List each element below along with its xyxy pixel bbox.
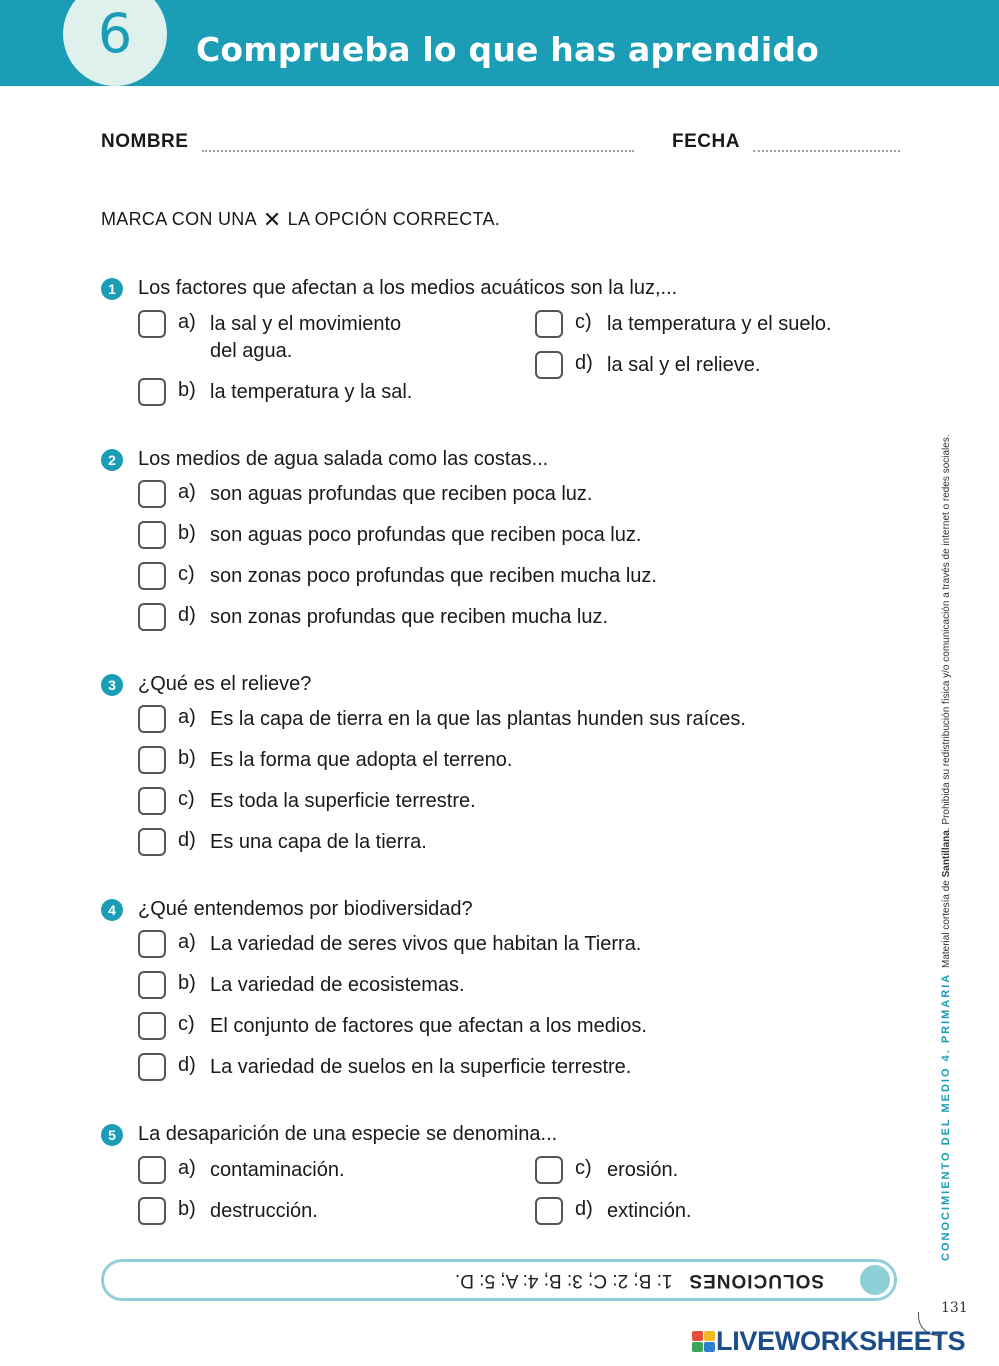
answer-checkbox[interactable]	[138, 480, 166, 508]
option-text: La variedad de ecosistemas.	[210, 974, 465, 996]
option-letter: d)	[178, 1054, 196, 1076]
option-3c[interactable]	[138, 787, 858, 817]
option-text: son zonas poco profundas que reciben mucha luz.	[210, 565, 657, 587]
option-5d[interactable]	[535, 1197, 895, 1227]
page-title: Comprueba lo que has aprendido	[196, 30, 820, 69]
option-3a[interactable]	[138, 705, 858, 735]
answer-checkbox[interactable]	[138, 1197, 166, 1225]
option-letter: d)	[178, 604, 196, 626]
answer-checkbox[interactable]	[535, 1197, 563, 1225]
header-banner	[0, 0, 999, 86]
name-field[interactable]	[202, 150, 634, 152]
answer-checkbox[interactable]	[138, 971, 166, 999]
option-text: Es toda la superficie terrestre.	[210, 790, 476, 812]
copyright-notice	[941, 434, 952, 968]
option-letter: a)	[178, 481, 196, 503]
option-letter: b)	[178, 1198, 196, 1220]
option-4a[interactable]	[138, 930, 858, 960]
copyright-prefix: Material cortesía de	[941, 877, 952, 968]
answer-checkbox[interactable]	[138, 828, 166, 856]
copyright-suffix: . Prohibida su redistribución física y/o comunicación a través de internet o redes sociales.	[941, 434, 952, 831]
option-4d[interactable]	[138, 1053, 858, 1083]
option-text: La variedad de suelos en la superficie terrestre.	[210, 1056, 632, 1078]
answer-checkbox[interactable]	[138, 746, 166, 774]
question-text: ¿Qué entendemos por biodiversidad?	[138, 898, 473, 920]
solutions-answers: 1: B; 2: C; 3: B; 4: A; 5: D.	[454, 1270, 673, 1291]
answer-checkbox[interactable]	[535, 310, 563, 338]
option-4c[interactable]	[138, 1012, 858, 1042]
option-letter: a)	[178, 1157, 196, 1179]
option-2a[interactable]	[138, 480, 838, 510]
option-letter: c)	[178, 788, 195, 810]
option-text: erosión.	[607, 1159, 679, 1181]
solutions-dot-icon	[860, 1265, 890, 1295]
answer-checkbox[interactable]	[138, 521, 166, 549]
answer-checkbox[interactable]	[138, 930, 166, 958]
solutions-bar	[101, 1259, 897, 1301]
instruction-before: MARCA CON UNA	[101, 209, 257, 229]
question-number: 4	[101, 899, 123, 921]
option-letter: b)	[178, 972, 196, 994]
option-2b[interactable]	[138, 521, 838, 551]
answer-checkbox[interactable]	[138, 1053, 166, 1081]
question-text: ¿Qué es el relieve?	[138, 673, 312, 695]
question-number: 5	[101, 1124, 123, 1146]
option-text: extinción.	[607, 1200, 692, 1222]
option-letter: c)	[178, 1013, 195, 1035]
option-text: la temperatura y el suelo.	[607, 313, 832, 335]
answer-checkbox[interactable]	[138, 705, 166, 733]
solutions-text	[455, 1269, 842, 1291]
option-letter: a)	[178, 311, 196, 333]
option-1a[interactable]	[138, 310, 518, 362]
unit-number: 6	[63, 0, 167, 86]
option-letter: a)	[178, 706, 196, 728]
option-letter: c)	[178, 563, 195, 585]
option-text: la sal y el movimiento	[210, 313, 402, 335]
option-letter: d)	[178, 829, 196, 851]
answer-checkbox[interactable]	[138, 1156, 166, 1184]
question-text: La desaparición de una especie se denomina...	[138, 1123, 558, 1145]
option-text: son aguas profundas que reciben poca luz.	[210, 483, 593, 505]
option-text: Es la forma que adopta el terreno.	[210, 749, 513, 771]
x-mark-icon: ✕	[262, 207, 282, 232]
option-letter: c)	[575, 1157, 592, 1179]
date-field[interactable]	[753, 150, 900, 152]
option-text: la sal y el relieve.	[607, 354, 761, 376]
answer-checkbox[interactable]	[138, 562, 166, 590]
option-letter: b)	[178, 379, 196, 401]
option-5a[interactable]	[138, 1156, 518, 1186]
option-text: la temperatura y la sal.	[210, 381, 413, 403]
liveworksheets-wordmark: LIVEWORKSHEETS	[716, 1326, 966, 1356]
name-label: NOMBRE	[101, 131, 189, 152]
option-5b[interactable]	[138, 1197, 518, 1227]
option-3b[interactable]	[138, 746, 858, 776]
option-3d[interactable]	[138, 828, 858, 858]
question-number: 1	[101, 278, 123, 300]
question-number: 3	[101, 674, 123, 696]
option-text: El conjunto de factores que afectan a los medios.	[210, 1015, 647, 1037]
answer-checkbox[interactable]	[138, 603, 166, 631]
option-text: son zonas profundas que reciben mucha luz.	[210, 606, 609, 628]
question-text: Los factores que afectan a los medios acuáticos son la luz,...	[138, 277, 678, 299]
option-text-line2: del agua.	[210, 340, 293, 362]
option-letter: b)	[178, 522, 196, 544]
date-label: FECHA	[672, 131, 740, 152]
answer-checkbox[interactable]	[535, 351, 563, 379]
option-letter: d)	[575, 1198, 593, 1220]
instruction	[101, 207, 500, 233]
question-text: Los medios de agua salada como las costas...	[138, 448, 549, 470]
option-letter: b)	[178, 747, 196, 769]
cubes-icon	[692, 1331, 716, 1353]
answer-checkbox[interactable]	[138, 1012, 166, 1040]
option-letter: c)	[575, 311, 592, 333]
instruction-after: LA OPCIÓN CORRECTA.	[287, 209, 501, 229]
option-letter: a)	[178, 931, 196, 953]
answer-checkbox[interactable]	[535, 1156, 563, 1184]
copyright-brand: Santillana	[941, 830, 952, 878]
option-2c[interactable]	[138, 562, 838, 592]
option-4b[interactable]	[138, 971, 858, 1001]
answer-checkbox[interactable]	[138, 378, 166, 406]
subject-label: CONOCIMIENTO DEL MEDIO 4. PRIMARIA	[940, 972, 952, 1261]
option-5c[interactable]	[535, 1156, 895, 1186]
option-text: Es una capa de la tierra.	[210, 831, 427, 853]
option-letter: d)	[575, 352, 593, 374]
option-text: son aguas poco profundas que reciben poca luz.	[210, 524, 642, 546]
answer-checkbox[interactable]	[138, 787, 166, 815]
page-number: 131	[941, 1300, 968, 1316]
question-number: 2	[101, 449, 123, 471]
answer-checkbox[interactable]	[138, 310, 166, 338]
option-2d[interactable]	[138, 603, 838, 633]
option-text: La variedad de seres vivos que habitan la Tierra.	[210, 933, 642, 955]
option-text: Es la capa de tierra en la que las plantas hunden sus raíces.	[210, 708, 746, 730]
option-1b[interactable]	[138, 378, 518, 408]
option-text: contaminación.	[210, 1159, 345, 1181]
option-text: destrucción.	[210, 1200, 318, 1222]
option-1d[interactable]	[535, 351, 895, 381]
solutions-label: SOLUCIONES	[688, 1270, 824, 1291]
option-1c[interactable]	[535, 310, 895, 340]
